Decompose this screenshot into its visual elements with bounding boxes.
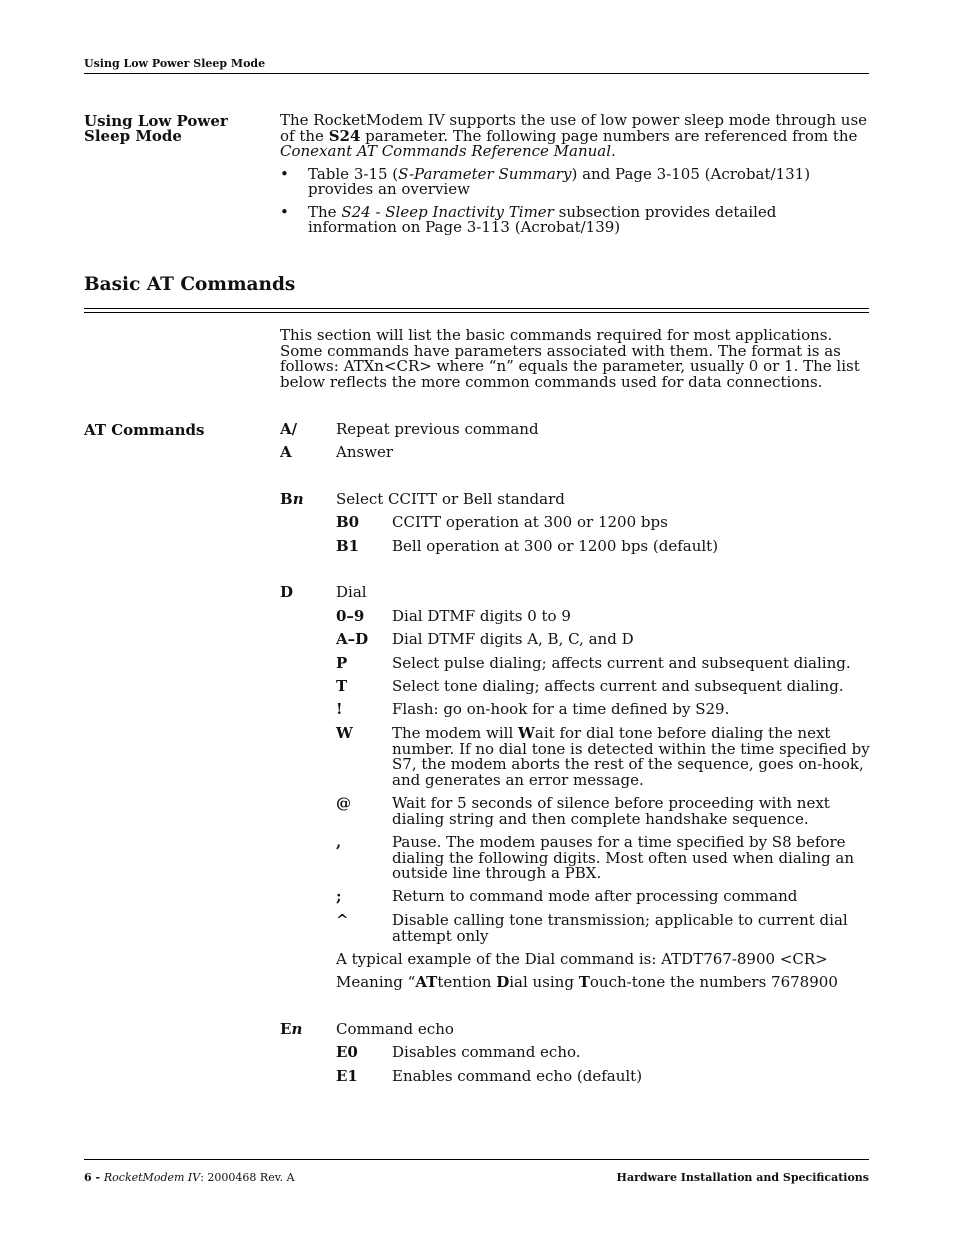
param-desc: Disable calling tone transmission; applicable to current dial attempt only: [392, 911, 848, 945]
param-desc: CCITT operation at 300 or 1200 bps: [392, 513, 668, 531]
bullet-item: [280, 164, 870, 198]
param-desc: Dial DTMF digits A, B, C, and D: [392, 630, 634, 648]
param-desc: Bell operation at 300 or 1200 bps (default): [392, 537, 719, 555]
sleep-mode-body: [280, 113, 870, 236]
param-desc: Wait for 5 seconds of silence before proceeding with next dialing string and then complete handshake sequence.: [392, 794, 830, 828]
text-run: E: [280, 1020, 292, 1038]
section-rule-top: [84, 308, 869, 309]
param-desc: Enables command echo (default): [392, 1067, 643, 1085]
param-key: ;: [336, 887, 342, 905]
footer-rule: [84, 1159, 869, 1160]
bullet-icon: •: [280, 164, 289, 183]
text-run: ait for dial tone before dialing the next number. If no dial tone is detected within the time specified by S7, the modem aborts the rest of the sequence, goes on-hook, and generates an error message.: [392, 724, 870, 789]
command-key: A/: [280, 420, 298, 438]
text-run: parameter. The following page numbers are referenced from the: [360, 126, 858, 145]
param-desc: Pause. The modem pauses for a time specified by S8 before dialing the following digits. Most often used when dialing an outside line through a PBX.: [392, 833, 855, 882]
section-rule-bottom: [84, 312, 869, 313]
text-run: Meaning “: [336, 973, 416, 991]
text-run: AT: [415, 973, 438, 991]
text-run: .: [611, 142, 616, 160]
dial-example: A typical example of the Dial command is: ATDT767-8900 <CR>: [336, 950, 828, 968]
manual-title: Conexant AT Commands Reference Manual: [280, 142, 612, 160]
command-desc: Answer: [336, 443, 394, 461]
param-key: A–D: [336, 630, 369, 648]
param-key: P: [336, 654, 348, 672]
sleep-mode-paragraph: [280, 113, 870, 160]
param-key: B0: [336, 513, 360, 531]
param-desc: Return to command mode after processing command: [392, 887, 798, 905]
command-key: [280, 492, 304, 508]
text-run: Table 3-15 (: [308, 164, 399, 183]
param-desc: Select tone dialing; affects current and subsequent dialing.: [392, 677, 844, 695]
footer-left: [84, 1171, 295, 1184]
command-desc: Dial: [336, 583, 367, 601]
section-heading: Basic AT Commands: [84, 274, 296, 295]
footer-right: Hardware Installation and Specifications: [616, 1171, 869, 1184]
text-run: The modem will: [392, 724, 519, 742]
at-commands-side-heading: AT Commands: [84, 421, 205, 439]
s24-parameter: S24: [328, 126, 361, 145]
command-key: D: [280, 583, 294, 601]
text-run: D: [496, 973, 510, 991]
text-run: ouch-tone the numbers 7678900: [589, 973, 838, 991]
text-run: W: [518, 724, 535, 742]
text-run: B: [280, 490, 293, 508]
text-run: n: [292, 490, 304, 508]
param-desc: Select pulse dialing; affects current and subsequent dialing.: [392, 654, 851, 672]
param-key: E1: [336, 1067, 358, 1085]
param-desc: Disables command echo.: [392, 1043, 581, 1061]
sleep-mode-side-heading-line1: Using Low Power: [84, 112, 228, 130]
command-desc: Select CCITT or Bell standard: [336, 490, 565, 508]
product-name: RocketModem IV: [103, 1171, 201, 1184]
param-key: ,: [336, 833, 342, 851]
doc-revision: : 2000468 Rev. A: [200, 1171, 295, 1184]
dial-meaning: [336, 975, 870, 991]
param-key: @: [336, 794, 351, 812]
basic-intro-paragraph: This section will list the basic commands required for most applications. Some commands have parameters associated with them. The format is as follows: ATXn<CR> where “n” equals the parameter, usually 0 or 1. The list below reflects the more common commands used for data connections.: [280, 326, 860, 391]
command-desc: Command echo: [336, 1020, 454, 1038]
text-run: n: [291, 1020, 303, 1038]
command-key: [280, 1022, 302, 1038]
subsection-title: S24 - Sleep Inactivity Timer: [341, 202, 554, 221]
param-key: E0: [336, 1043, 358, 1061]
page-number: 6 -: [84, 1171, 104, 1184]
text-run: T: [578, 973, 590, 991]
command-key: A: [280, 443, 292, 461]
text-run: ) and Page 3-105 (Acrobat/131) provides an overview: [308, 164, 811, 198]
param-key: W: [336, 724, 353, 742]
text-run: ial using: [509, 973, 579, 991]
table-title: S-Parameter Summary: [398, 164, 572, 183]
param-key: B1: [336, 537, 360, 555]
param-key: 0–9: [336, 607, 365, 625]
param-desc: Flash: go on-hook for a time defined by S29.: [392, 700, 730, 718]
bullet-item: [280, 202, 870, 236]
sleep-mode-side-heading: [84, 114, 228, 144]
header-rule: [84, 73, 869, 74]
sleep-mode-side-heading-line2: Sleep Mode: [84, 127, 182, 145]
param-desc: Dial DTMF digits 0 to 9: [392, 607, 571, 625]
running-header: Using Low Power Sleep Mode: [84, 57, 266, 70]
command-desc: Repeat previous command: [336, 420, 539, 438]
param-key: !: [336, 700, 343, 718]
text-run: subsection provides detailed information on Page 3-113 (Acrobat/139): [308, 202, 777, 236]
param-desc: [392, 726, 870, 788]
text-run: The RocketModem IV supports the use of low power sleep mode through use of the: [280, 111, 868, 145]
param-key: ^: [336, 911, 349, 929]
param-key: T: [336, 677, 348, 695]
text-run: The: [308, 202, 342, 221]
text-run: tention: [437, 973, 497, 991]
bullet-icon: •: [280, 202, 289, 221]
